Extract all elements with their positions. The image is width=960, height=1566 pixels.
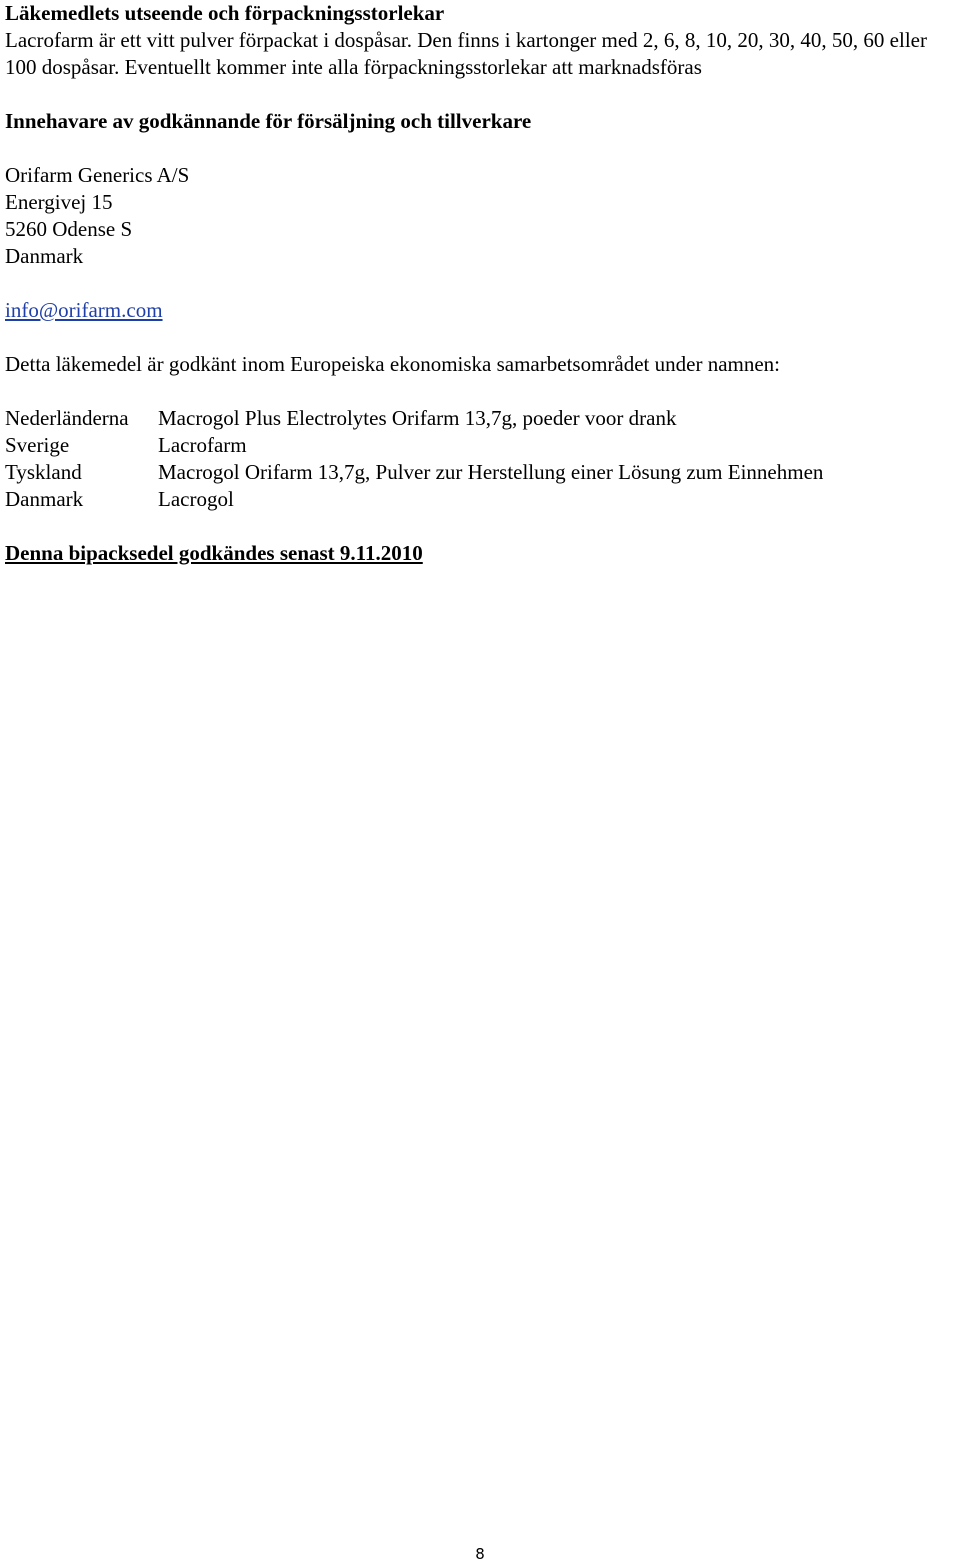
country-cell: Nederländerna — [5, 406, 129, 430]
names-intro: Detta läkemedel är godkänt inom Europeiska ekonomiska samarbetsområdet under namnen: — [5, 352, 781, 376]
table-row — [5, 405, 823, 432]
address-line-company: Orifarm Generics A/S — [5, 163, 190, 187]
table-row — [5, 432, 823, 459]
country-cell: Sverige — [5, 433, 70, 457]
table-row — [5, 486, 823, 513]
page-number: 8 — [475, 1545, 485, 1563]
address-line-country: Danmark — [5, 244, 84, 268]
appearance-body: Lacrofarm är ett vitt pulver förpackat i dospåsar. Den finns i kartonger med 2, 6, 8, 10, 20, 30, 40, 50, 60 eller 100 dospåsar. Eventuellt kommer inte alla förpackningsstorlekar att marknadsföras — [5, 28, 927, 79]
address-line-street: Energivej 15 — [5, 190, 113, 214]
product-name-cell: Lacrogol — [158, 487, 234, 511]
address-line-city: 5260 Odense S — [5, 217, 133, 241]
holder-address — [5, 162, 955, 270]
holder-heading: Innehavare av godkännande för försäljning och tillverkare — [5, 109, 532, 133]
approval-date: Denna bipacksedel godkändes senast 9.11.2010 — [5, 541, 423, 565]
product-name-cell: Macrogol Plus Electrolytes Orifarm 13,7g, poeder voor drank — [158, 406, 677, 430]
country-cell: Tyskland — [5, 460, 82, 484]
appearance-heading: Läkemedlets utseende och förpackningsstorlekar — [5, 1, 445, 25]
email-link[interactable]: info@orifarm.com — [5, 298, 163, 322]
table-row — [5, 459, 823, 486]
product-names-table — [5, 405, 823, 513]
product-name-cell: Macrogol Orifarm 13,7g, Pulver zur Herstellung einer Lösung zum Einnehmen — [158, 460, 824, 484]
country-cell: Danmark — [5, 487, 84, 511]
product-name-cell: Lacrofarm — [158, 433, 247, 457]
document-page — [5, 0, 955, 567]
